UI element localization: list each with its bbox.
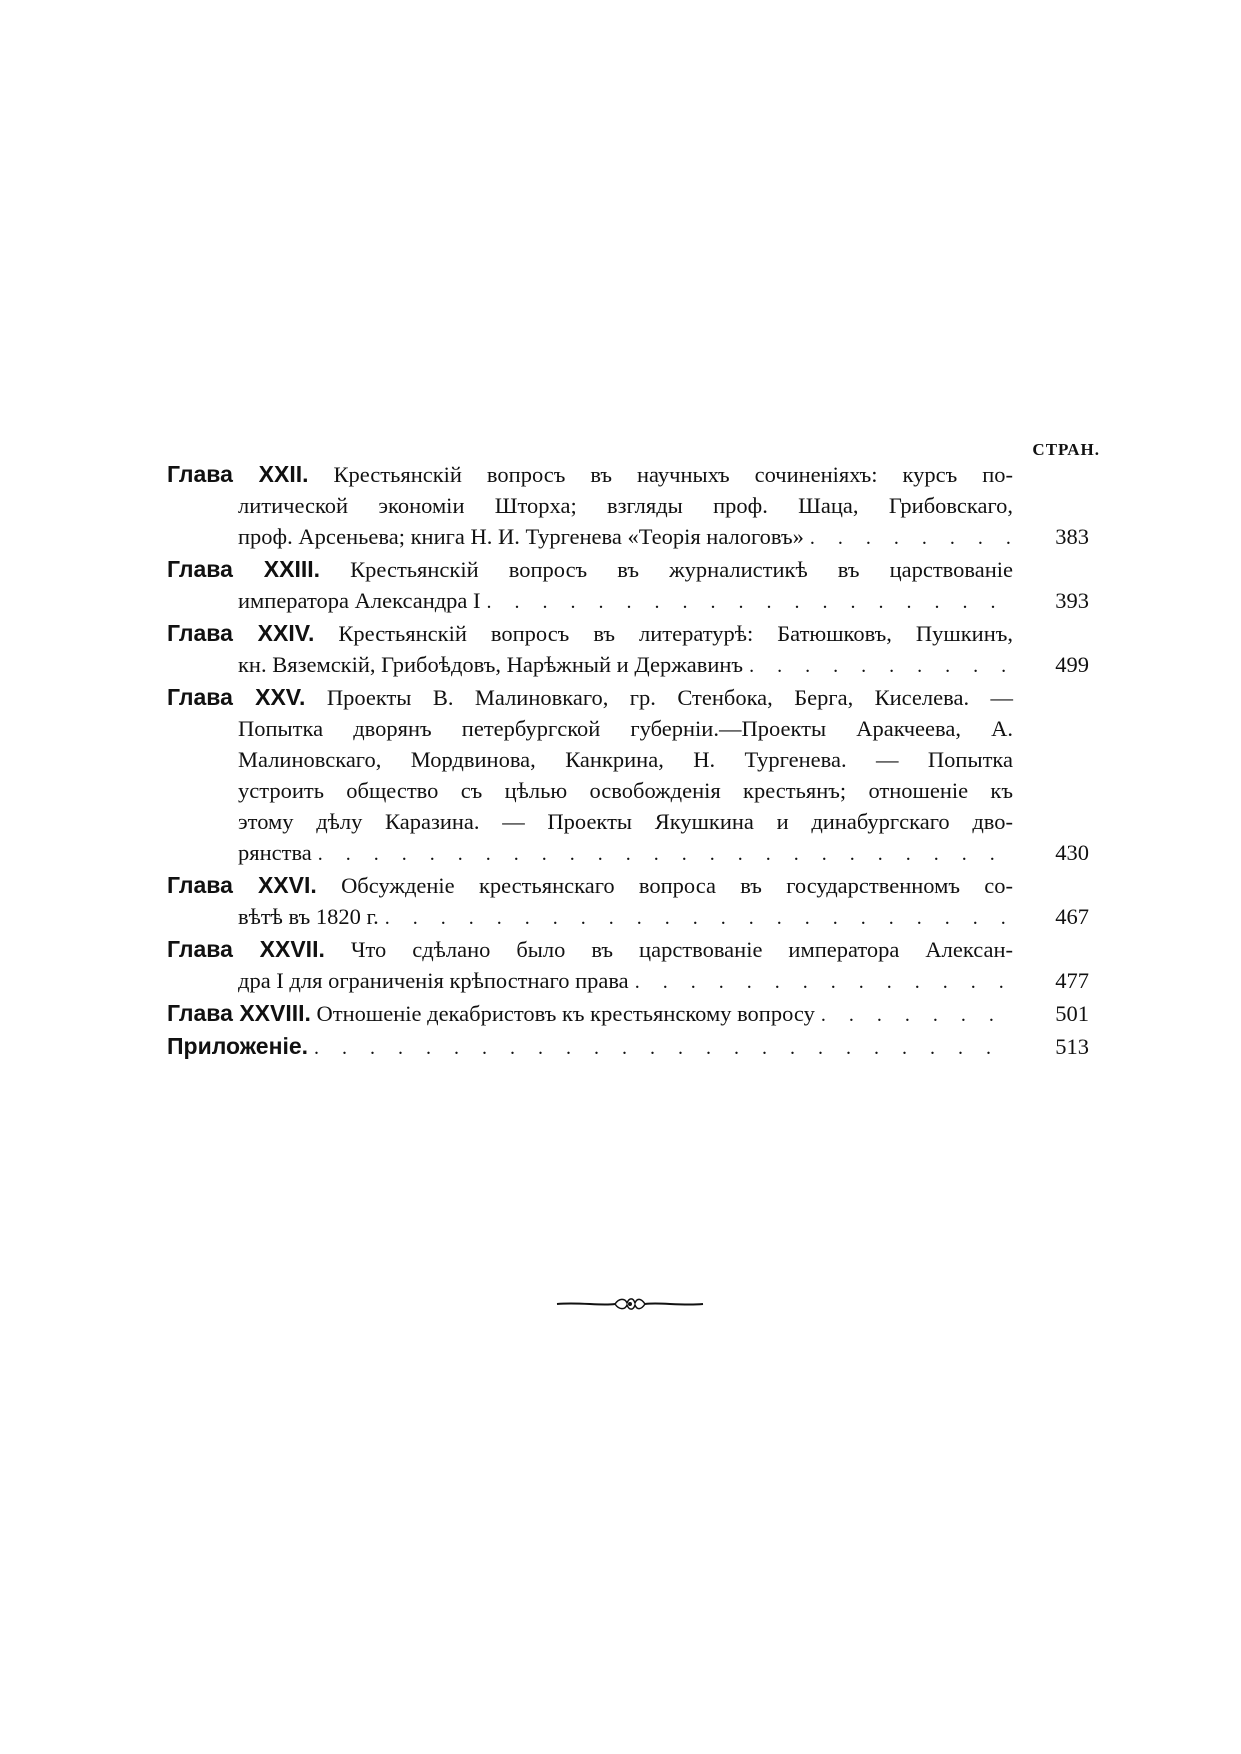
toc-entry-text [238, 649, 743, 680]
page-number: 499 [1055, 652, 1089, 677]
toc-entry-line [238, 521, 1013, 552]
toc-entry-line [167, 682, 1013, 713]
toc-entry-line [238, 965, 1013, 996]
toc-entry [0, 1031, 1241, 1062]
chapter-title-text: литической экономіи Шторха; взгляды проф. Шаца, Грибовскаго, [238, 493, 1013, 518]
toc-entry [0, 459, 1241, 552]
chapter-label: Глава XXVIII. [167, 1000, 311, 1026]
chapter-title-text: кн. Вяземскій, Грибоѣдовъ, Нарѣжный и Державинъ [238, 652, 744, 677]
leader-dots [629, 967, 1013, 998]
decorative-tailpiece-icon [555, 1294, 705, 1314]
toc-entry-line [238, 744, 1013, 775]
leader-dots [308, 1033, 1013, 1064]
toc-entry-line [238, 775, 1013, 806]
page-column-header: СТРАН. [1032, 440, 1100, 459]
toc-entry [0, 870, 1241, 932]
leader-dots [815, 1000, 1013, 1031]
toc-entry-text [238, 585, 481, 616]
toc-entry-line [167, 459, 1013, 490]
chapter-title-text: Что сдѣлано было въ царствованіе императора Алексан- [350, 937, 1013, 962]
toc-entry [0, 682, 1241, 868]
chapter-title-text: Попытка дворянъ петербургской губерніи.—Проекты Аракчеева, А. [238, 716, 1013, 741]
chapter-label: Глава XXVII. [167, 936, 325, 962]
page-number: 513 [1055, 1034, 1089, 1059]
toc-entry [0, 554, 1241, 616]
leader-dots [743, 651, 1013, 682]
page-number: 501 [1055, 1001, 1089, 1026]
toc-entry-line [238, 901, 1013, 932]
toc-entry-line [167, 870, 1013, 901]
toc-entry-line [167, 618, 1013, 649]
chapter-label: Приложеніе. [167, 1033, 309, 1059]
chapter-title-text: устроить общество съ цѣлью освобожденія крестьянъ; отношеніе къ [238, 778, 1013, 803]
chapter-title-text: вѣтѣ въ 1820 г. [238, 904, 379, 929]
chapter-label: Глава XXV. [167, 684, 306, 710]
chapter-title-text: Малиновскаго, Мордвинова, Канкрина, Н. Тургенева. — Попытка [238, 747, 1013, 772]
chapter-title-text: Проекты В. Малиновкаго, гр. Стенбока, Берга, Киселева. — [326, 685, 1013, 710]
chapter-label: Глава XXVI. [167, 872, 317, 898]
chapter-label: Глава XXII. [167, 461, 309, 487]
toc-entry [0, 618, 1241, 680]
chapter-title-text: рянства [238, 840, 312, 865]
toc-entry-line [167, 998, 1013, 1029]
page-number: 477 [1055, 968, 1089, 993]
leader-dots [481, 587, 1013, 618]
leader-dots [312, 839, 1013, 870]
toc-entry-text [238, 521, 804, 552]
toc-entry-line [167, 554, 1013, 585]
chapter-title-text: проф. Арсеньева; книга Н. И. Тургенева «Теорія налоговъ» [238, 524, 804, 549]
toc-entry-line [238, 490, 1013, 521]
toc-entry-text [167, 1031, 308, 1062]
chapter-label: Глава XXIII. [167, 556, 321, 582]
page-number: 467 [1055, 904, 1089, 929]
toc-entry [0, 998, 1241, 1029]
chapter-title-text: дра I для ограниченія крѣпостнаго права [238, 968, 629, 993]
toc-entry-line [238, 837, 1013, 868]
toc-entry-line [238, 585, 1013, 616]
toc-entry [0, 934, 1241, 996]
toc-entry-text [238, 965, 629, 996]
table-of-contents [0, 459, 1241, 1064]
chapter-title-text: Крестьянскій вопросъ въ литературѣ: Батюшковъ, Пушкинъ, [338, 621, 1014, 646]
chapter-title-text: Крестьянскій вопросъ въ научныхъ сочиненіяхъ: курсъ по- [333, 462, 1014, 487]
chapter-title-text: Обсужденіе крестьянскаго вопроса въ государственномъ со- [341, 873, 1013, 898]
toc-entry-text [238, 837, 312, 868]
toc-entry-line [238, 713, 1013, 744]
page-number: 383 [1055, 524, 1089, 549]
page-number: 393 [1055, 588, 1089, 613]
leader-dots [379, 903, 1013, 934]
toc-entry-text [167, 998, 815, 1029]
chapter-label: Глава XXIV. [167, 620, 315, 646]
leader-dots [804, 523, 1013, 554]
toc-entry-line [167, 934, 1013, 965]
toc-entry-text [238, 901, 379, 932]
toc-entry-line [167, 1031, 1013, 1062]
chapter-title-text: императора Александра I [238, 588, 481, 613]
chapter-title-text: этому дѣлу Каразина. — Проекты Якушкина и динабургскаго дво- [238, 809, 1013, 834]
page-number: 430 [1055, 840, 1089, 865]
toc-entry-line [238, 649, 1013, 680]
toc-entry-line [238, 806, 1013, 837]
chapter-title-text: Отношеніе декабристовъ къ крестьянскому вопросу [316, 1001, 815, 1026]
chapter-title-text: Крестьянскій вопросъ въ журналистикѣ въ царствованіе [350, 557, 1013, 582]
